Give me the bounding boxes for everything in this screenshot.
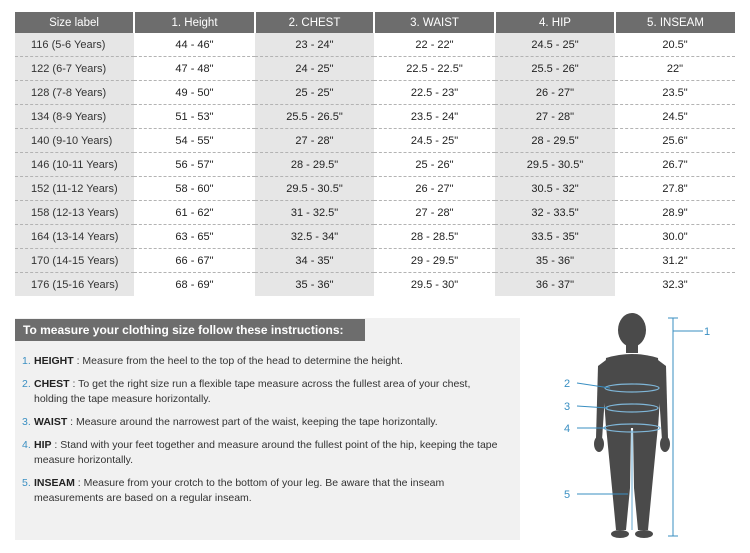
measurement-cell: 28.9" — [615, 201, 735, 225]
measurement-cell: 23.5 - 24" — [374, 105, 495, 129]
size-chart-table — [15, 12, 735, 296]
measurement-cell: 24 - 25" — [255, 57, 374, 81]
size-label-cell: 152 (11-12 Years) — [15, 177, 134, 201]
instruction-body — [34, 354, 403, 369]
instruction-text: : To get the right size run a flexible tape measure across the fullest area of your chest, holding the tape measure horizontally. — [34, 378, 471, 405]
measurement-cell: 22" — [615, 57, 735, 81]
header-hip: 4. HIP — [495, 12, 615, 33]
size-label-cell: 158 (12-13 Years) — [15, 201, 134, 225]
measurement-cell: 49 - 50" — [134, 81, 255, 105]
instruction-text: : Stand with your feet together and measure around the fullest point of the hip, keeping the tape measure horizontally. — [34, 439, 498, 466]
size-label-cell: 116 (5-6 Years) — [15, 33, 134, 57]
measurement-cell: 25.5 - 26.5" — [255, 105, 374, 129]
instruction-number: 4. — [22, 439, 31, 451]
measurement-cell: 35 - 36" — [495, 249, 615, 273]
measurement-cell: 27 - 28" — [255, 129, 374, 153]
instruction-text: : Measure around the narrowest part of the waist, keeping the tape horizontally. — [67, 416, 438, 428]
measurement-cell: 58 - 60" — [134, 177, 255, 201]
instruction-body — [34, 438, 502, 468]
measurement-cell: 28 - 29.5" — [495, 129, 615, 153]
measurement-cell: 30.0" — [615, 225, 735, 249]
table-row — [15, 105, 735, 129]
label-waist-number: 3 — [564, 401, 571, 413]
measurement-cell: 22.5 - 22.5" — [374, 57, 495, 81]
measurement-cell: 24.5" — [615, 105, 735, 129]
measurement-cell: 29 - 29.5" — [374, 249, 495, 273]
measurement-cell: 66 - 67" — [134, 249, 255, 273]
measurement-cell: 24.5 - 25" — [374, 129, 495, 153]
measurement-cell: 28 - 28.5" — [374, 225, 495, 249]
instruction-item — [22, 476, 502, 506]
label-height-number: 1 — [704, 326, 711, 338]
measurement-cell: 24.5 - 25" — [495, 33, 615, 57]
instruction-item — [22, 377, 502, 407]
instruction-body — [34, 415, 438, 430]
table-row — [15, 201, 735, 225]
header-inseam: 5. INSEAM — [615, 12, 735, 33]
instruction-term: CHEST — [34, 378, 70, 390]
table-row — [15, 81, 735, 105]
label-chest-number: 2 — [564, 378, 571, 390]
measurement-cell: 26 - 27" — [495, 81, 615, 105]
label-hip-number: 4 — [564, 423, 571, 435]
instruction-number: 5. — [22, 477, 31, 489]
header-height: 1. Height — [134, 12, 255, 33]
size-label-cell: 164 (13-14 Years) — [15, 225, 134, 249]
instruction-number: 1. — [22, 355, 31, 367]
measurement-cell: 22.5 - 23" — [374, 81, 495, 105]
measurement-cell: 56 - 57" — [134, 153, 255, 177]
instruction-term: WAIST — [34, 416, 68, 428]
measurement-cell: 47 - 48" — [134, 57, 255, 81]
measurement-cell: 25.5 - 26" — [495, 57, 615, 81]
measurement-cell: 25.6" — [615, 129, 735, 153]
size-label-cell: 122 (6-7 Years) — [15, 57, 134, 81]
instructions-list — [22, 354, 502, 514]
instruction-body — [34, 377, 502, 407]
size-label-cell: 134 (8-9 Years) — [15, 105, 134, 129]
measurement-cell: 25 - 25" — [255, 81, 374, 105]
measurement-cell: 29.5 - 30" — [374, 273, 495, 297]
instruction-number: 3. — [22, 416, 31, 428]
measurement-cell: 27 - 28" — [495, 105, 615, 129]
instruction-item — [22, 438, 502, 468]
measurement-cell: 33.5 - 35" — [495, 225, 615, 249]
size-label-cell: 128 (7-8 Years) — [15, 81, 134, 105]
instruction-item — [22, 415, 502, 430]
table-row — [15, 177, 735, 201]
instruction-number: 2. — [22, 378, 31, 390]
measurement-cell: 32.5 - 34" — [255, 225, 374, 249]
table-row — [15, 153, 735, 177]
table-row — [15, 33, 735, 57]
instruction-term: INSEAM — [34, 477, 75, 489]
header-size-label: Size label — [15, 12, 134, 33]
measurement-cell: 20.5" — [615, 33, 735, 57]
measurement-cell: 30.5 - 32" — [495, 177, 615, 201]
measurement-cell: 31 - 32.5" — [255, 201, 374, 225]
measurement-cell: 54 - 55" — [134, 129, 255, 153]
instruction-body — [34, 476, 502, 506]
table-row — [15, 57, 735, 81]
measurement-cell: 51 - 53" — [134, 105, 255, 129]
table-row — [15, 273, 735, 297]
measurement-cell: 34 - 35" — [255, 249, 374, 273]
header-waist: 3. WAIST — [374, 12, 495, 33]
label-inseam-number: 5 — [564, 489, 571, 501]
measurement-cell: 35 - 36" — [255, 273, 374, 297]
measurement-cell: 29.5 - 30.5" — [255, 177, 374, 201]
measurement-cell: 44 - 46" — [134, 33, 255, 57]
measurement-cell: 23 - 24" — [255, 33, 374, 57]
measurement-cell: 32.3" — [615, 273, 735, 297]
header-chest: 2. CHEST — [255, 12, 374, 33]
body-silhouette-svg — [540, 308, 750, 548]
body-measurement-figure — [540, 308, 750, 548]
table-header-row — [15, 12, 735, 33]
measurement-cell: 36 - 37" — [495, 273, 615, 297]
instruction-term: HIP — [34, 439, 52, 451]
table-row — [15, 225, 735, 249]
size-label-cell: 176 (15-16 Years) — [15, 273, 134, 297]
measurement-cell: 26.7" — [615, 153, 735, 177]
measurement-cell: 29.5 - 30.5" — [495, 153, 615, 177]
measurement-cell: 68 - 69" — [134, 273, 255, 297]
measurement-cell: 26 - 27" — [374, 177, 495, 201]
measurement-cell: 23.5" — [615, 81, 735, 105]
table-row — [15, 129, 735, 153]
instruction-text: : Measure from the heel to the top of the head to determine the height. — [73, 355, 403, 367]
measurement-cell: 28 - 29.5" — [255, 153, 374, 177]
size-label-cell: 140 (9-10 Years) — [15, 129, 134, 153]
measurement-cell: 61 - 62" — [134, 201, 255, 225]
instruction-item — [22, 354, 502, 369]
size-label-cell: 170 (14-15 Years) — [15, 249, 134, 273]
measurement-cell: 32 - 33.5" — [495, 201, 615, 225]
measurement-cell: 31.2" — [615, 249, 735, 273]
measurement-cell: 27 - 28" — [374, 201, 495, 225]
measurement-cell: 25 - 26" — [374, 153, 495, 177]
measurement-cell: 22 - 22" — [374, 33, 495, 57]
size-label-cell: 146 (10-11 Years) — [15, 153, 134, 177]
measurement-cell: 63 - 65" — [134, 225, 255, 249]
instruction-term: HEIGHT — [34, 355, 74, 367]
measurement-cell: 27.8" — [615, 177, 735, 201]
instruction-text: : Measure from your crotch to the bottom of your leg. Be aware that the inseam measurements are based on a regular inseam. — [34, 477, 445, 504]
instructions-title: To measure your clothing size follow these instructions: — [15, 319, 365, 341]
table-row — [15, 249, 735, 273]
